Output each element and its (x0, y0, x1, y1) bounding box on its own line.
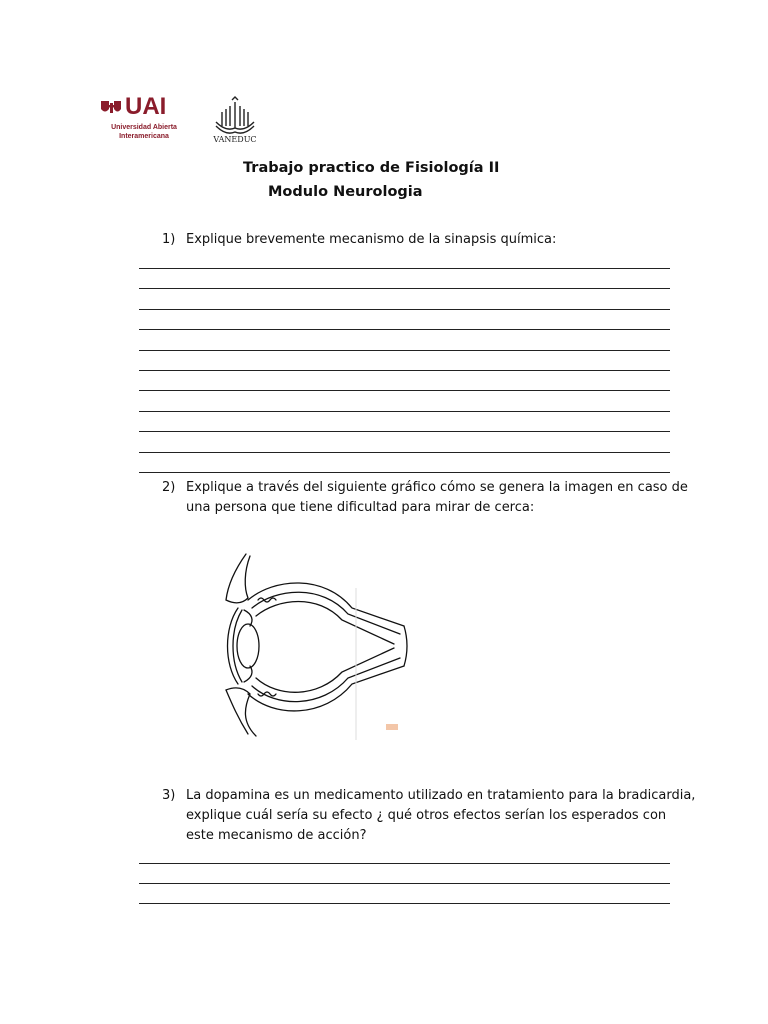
answer-line[interactable] (139, 863, 670, 864)
answer-line[interactable] (139, 288, 670, 289)
question-3-number: 3) (162, 788, 176, 803)
lower-eyelid (226, 688, 256, 736)
sclera (248, 583, 404, 626)
question-1-text: Explique brevemente mecanismo de la sinapsis química: (186, 232, 557, 247)
answer-line[interactable] (139, 903, 670, 904)
vaneduc-book-icon (210, 96, 260, 136)
question-3-text-line2: explique cuál sería su efecto ¿ qué otros efectos serían los esperados con (186, 808, 667, 823)
uai-logo-line2: Interamericana (119, 133, 169, 140)
answer-line[interactable] (139, 431, 670, 432)
vaneduc-logo (210, 96, 260, 148)
question-2-text-line2: una persona que tiene dificultad para mirar de cerca: (186, 500, 535, 515)
uai-logo-subtitle (101, 123, 187, 141)
question-1-number: 1) (162, 232, 176, 247)
question-3-text-line3: este mecanismo de acción? (186, 828, 367, 843)
answer-line[interactable] (139, 411, 670, 412)
answer-line[interactable] (139, 883, 670, 884)
uai-crest-icon (100, 99, 122, 117)
lens (237, 624, 259, 668)
upper-eyelid (226, 554, 250, 603)
answer-line[interactable] (139, 472, 670, 473)
page-subtitle: Modulo Neurologia (268, 184, 423, 200)
uai-logo-line1: Universidad Abierta (111, 124, 177, 131)
optic-nerve (404, 626, 407, 666)
answer-line[interactable] (139, 329, 670, 330)
answer-line[interactable] (139, 370, 670, 371)
answer-line[interactable] (139, 390, 670, 391)
uai-logo-word: UAI (125, 93, 167, 120)
question-2-text-line1: Explique a través del siguiente gráfico cómo se genera la imagen en caso de (186, 480, 688, 495)
eye-cross-section-diagram (214, 548, 414, 740)
question-2-number: 2) (162, 480, 176, 495)
page-title: Trabajo practico de Fisiología II (243, 160, 500, 176)
answer-line[interactable] (139, 268, 670, 269)
answer-line[interactable] (139, 452, 670, 453)
answer-line[interactable] (139, 309, 670, 310)
answer-line[interactable] (139, 350, 670, 351)
vaneduc-logo-word: VANEDUC (213, 135, 257, 144)
uai-logo (100, 93, 190, 146)
question-3-text-line1: La dopamina es un medicamento utilizado en tratamiento para la bradicardia, (186, 788, 696, 803)
